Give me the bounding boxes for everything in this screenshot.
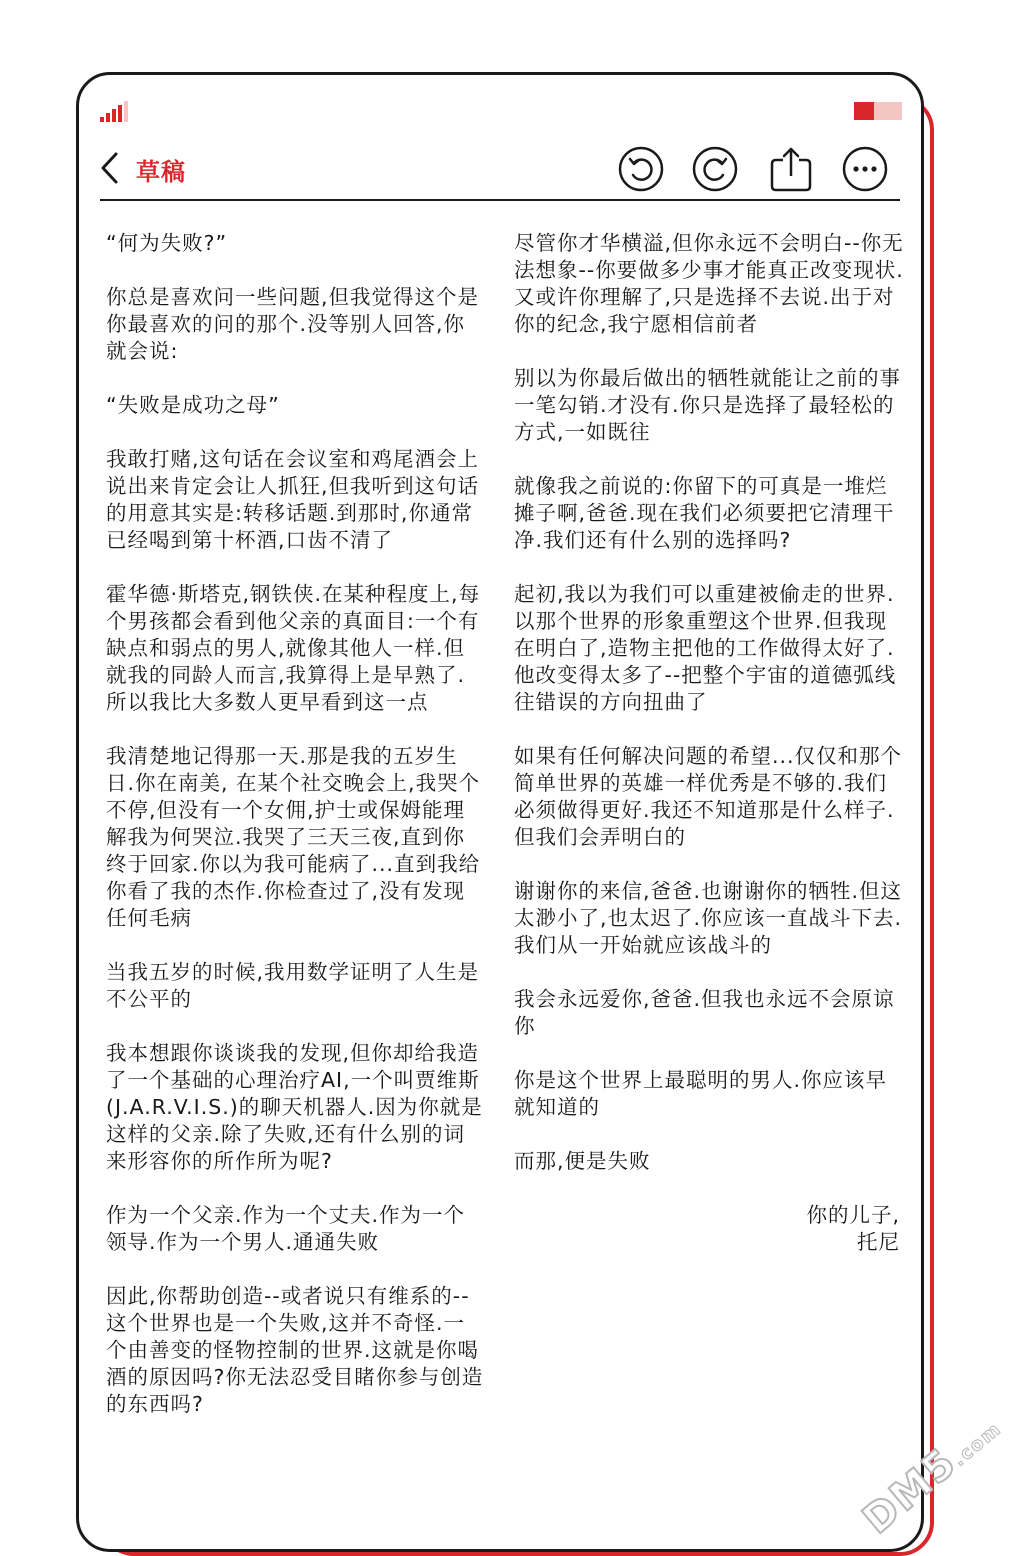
letter-paragraph: 作为一个父亲.作为一个丈夫.作为一个领导.作为一个男人.通通失败 — [106, 1203, 466, 1254]
letter-left-column — [106, 230, 486, 1445]
more-icon[interactable] — [842, 146, 888, 192]
letter-paragraph: 你总是喜欢问一些问题,但我觉得这个是你最喜欢的问的那个.没等别人回答,你就会说: — [106, 285, 480, 363]
letter-paragraph: 我清楚地记得那一天.那是我的五岁生日.你在南美, 在某个社交晚会上,我哭个不停,但没有一个女佣,护士或保姆能理解我为何哭泣.我哭了三天三夜,直到你终于回家.你以为我可能病了...直到我给你看了我的杰作.你检查过了,没有发现任何毛病 — [106, 744, 481, 930]
letter-right-column — [514, 230, 904, 1256]
nav-divider — [100, 199, 900, 201]
letter-paragraph: “何为失败?” — [106, 231, 228, 255]
letter-paragraph: 就像我之前说的:你留下的可真是一堆烂摊子啊,爸爸.现在我们必须要把它清理干净.我们还有什么别的选择吗? — [514, 474, 895, 552]
undo-icon[interactable] — [618, 146, 664, 192]
signature-line: 你的儿子, — [806, 1203, 900, 1227]
watermark-text: DM5 — [854, 1439, 966, 1544]
letter-paragraph: 起初,我以为我们可以重建被偷走的世界.以那个世界的形象重塑这个世界.但我现在明白了,造物主把他的工作做得太好了.他改变得太多了--把整个宇宙的道德弧线往错误的方向扭曲了 — [514, 582, 897, 714]
nav-title[interactable]: 草稿 — [136, 158, 186, 186]
letter-paragraph: 我会永远爱你,爸爸.但我也永远不会原谅你 — [514, 987, 895, 1038]
letter-paragraph: 尽管你才华横溢,但你永远不会明白--你无法想象--你要做多少事才能真正改变现状.又或许你理解了,只是选择不去说.出于对你的纪念,我宁愿相信前者 — [514, 231, 904, 336]
letter-paragraph: 当我五岁的时候,我用数学证明了人生是不公平的 — [106, 960, 480, 1011]
signature-name: 托尼 — [857, 1230, 900, 1254]
letter-paragraph: 我本想跟你谈谈我的发现,但你却给我造了一个基础的心理治疗AI,一个叫贾维斯(J.A.R.V.I.S.)的聊天机器人.因为你就是这样的父亲.除了失败,还有什么别的词来形容你的所作所为呢? — [106, 1041, 483, 1173]
letter-paragraph: 别以为你最后做出的牺牲就能让之前的事一笔勾销.才没有.你只是选择了最轻松的方式,一如既往 — [514, 366, 901, 444]
letter-paragraph: 你是这个世界上最聪明的男人.你应该早就知道的 — [514, 1068, 888, 1119]
battery-level — [854, 102, 874, 120]
letter-paragraph: 如果有任何解决问题的希望...仅仅和那个简单世界的英雄一样优秀是不够的.我们必须做得更好.我还不知道那是什么样子.但我们会弄明白的 — [514, 744, 903, 849]
signal-icon — [100, 100, 134, 122]
letter-paragraph: 我敢打赌,这句话在会议室和鸡尾酒会上说出来肯定会让人抓狂,但我听到这句话的用意其实是:转移话题.到那时,你通常已经喝到第十杯酒,口齿不清了 — [106, 447, 480, 552]
letter-paragraph: “失败是成功之母” — [106, 393, 280, 417]
watermark-suffix: .com — [949, 1418, 1006, 1471]
share-icon[interactable] — [768, 146, 814, 192]
letter-paragraph: 谢谢你的来信,爸爸.也谢谢你的牺牲.但这太渺小了,也太迟了.你应该一直战斗下去.我们从一开始就应该战斗的 — [514, 879, 903, 957]
battery-empty — [874, 102, 902, 120]
letter-paragraph: 因此,你帮助创造--或者说只有维系的--这个世界也是一个失败,这并不奇怪.一个由善变的怪物控制的世界.这就是你喝酒的原因吗?你无法忍受目睹你参与创造的东西吗? — [106, 1284, 484, 1416]
chevron-left-icon[interactable] — [96, 148, 126, 188]
battery-icon — [854, 102, 902, 120]
redo-icon[interactable] — [692, 146, 738, 192]
letter-paragraph: 而那,便是失败 — [514, 1149, 651, 1173]
letter-paragraph: 霍华德·斯塔克,钢铁侠.在某种程度上,每个男孩都会看到他父亲的真面目:一个有缺点和弱点的男人,就像其他人一样.但就我的同龄人而言,我算得上是早熟了.所以我比大多数人更早看到这一点 — [106, 582, 481, 714]
